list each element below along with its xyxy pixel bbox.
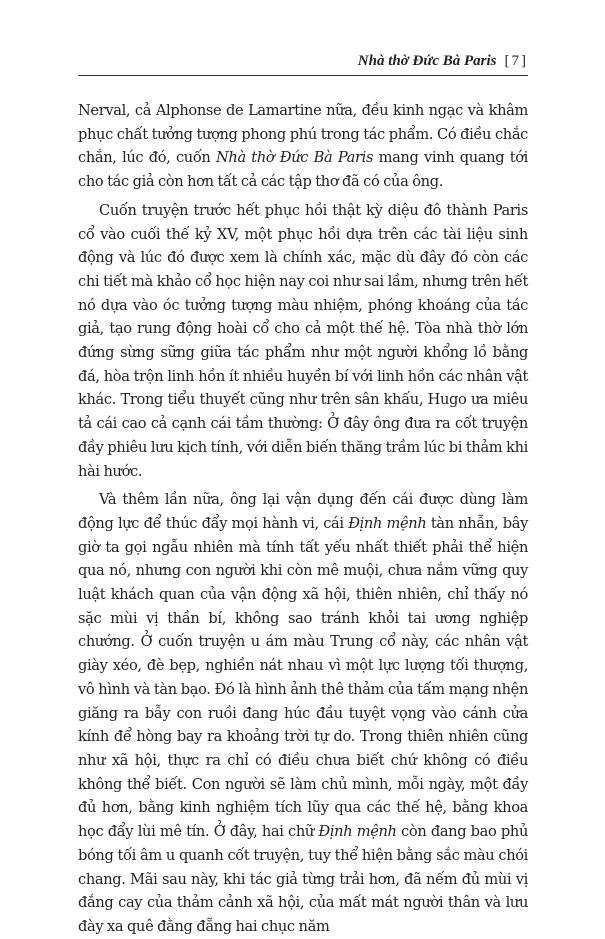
paragraph-1 xyxy=(78,99,528,194)
page-number: [7] xyxy=(504,53,528,69)
running-header xyxy=(78,50,528,72)
paragraph-2 xyxy=(78,199,528,483)
paragraph-text: Và thêm lần nữa, ông lại vận dụng đến cái được dùng làm động lực để thúc đẩy mọi hành vi, cái xyxy=(78,491,528,532)
paragraph-text: Nerval, cả Alphonse de Lamartine nữa, đều kinh ngạc và khâm phục chất tưởng tượng phong phú trong tác phẩm. Có điều chắc chắn, lúc đó, cuốn xyxy=(78,102,528,167)
paragraph-text: mang vinh quang tới cho tác giả còn hơn tất cả các tập thơ đã có của ông. xyxy=(78,149,528,191)
body-text xyxy=(78,99,528,939)
paragraph-text: tàn nhẫn, bây giờ ta gọi ngẫu nhiên mà tính tất yếu nhất thiết phải thể hiện qua nó, nhưng con người khi còn mê muội, chưa nắm vững quy luật khách quan của vận động xã hội, thiên nhiên, chỉ thấy nó sặc mùi vị thần bí, không sao tránh khỏi tai ương nghiệp chướng. Ở cuốn truyện u ám màu Trung cổ này, các nhân vật giày xéo, đè bẹp, nghiền nát nhau vì một lực lượng tối thượng, vô hình và tàn bạo. Đó là hình ảnh thê thảm của tấm mạng nhện giăng ra bẫy con ruồi đang húc đầu tuyệt vọng vào cánh cửa kính để hòng bay ra khoảng trời tự do. Trong thiên nhiên cũng như xã hội, thực ra chỉ có điều chưa biết chứ không có điều không thể biết. Con người sẽ làm chủ mình, mỗi ngày, một đầy đủ hơn, bằng kinh nghiệm tích lũy qua các thế hệ, bằng khoa học đẩy lùi mê tín. Ở đây, hai chữ xyxy=(78,514,528,841)
paragraph-text: còn đang bao phủ bóng tối âm u quanh cốt truyện, tuy thể hiện bằng sắc màu chói chang. Mãi sau này, khi tác giả từng trải hơn, đã nếm đủ mùi vị đắng cay của thảm cảnh xã hội, của mất mát người thân và lưu đày xa quê đằng đẵng hai chục năm xyxy=(78,823,528,935)
emphasis-italic: Định mệnh xyxy=(348,514,427,532)
header-rule xyxy=(78,75,528,76)
emphasis-italic: Định mệnh xyxy=(318,823,397,841)
paragraph-text: Cuốn truyện trước hết phục hồi thật kỳ diệu đô thành Paris cổ vào cuối thế kỷ XV, một phục hồi dựa trên các tài liệu sinh động và lúc đó được xem là chính xác, mặc dù đây đó còn các chi tiết mà khảo cổ học hiện nay coi như sai lầm, nhưng trên hết nó dựa vào óc tưởng tượng màu nhiệm, phóng khoáng của tác giả, tạo rung động hoài cổ cho cả một thế hệ. Tòa nhà thờ lớn đứng sừng sững giữa tác phẩm như một người khổng lồ bằng đá, hòa trộn linh hồn ít nhiều huyền bí với linh hồn các nhân vật khác. Trong tiểu thuyết cũng như trên sân khấu, Hugo ưa miêu tả cái cao cả cạnh cái tầm thường: Ở đây ông đưa ra cốt truyện đầy phiêu lưu kịch tính, với diễn biến thăng trầm lúc bi thảm khi hài hước. xyxy=(78,201,528,480)
paragraph-3 xyxy=(78,488,528,938)
header-title: Nhà thờ Đức Bà Paris xyxy=(357,53,497,69)
book-title-italic: Nhà thờ Đức Bà Paris xyxy=(215,149,374,167)
